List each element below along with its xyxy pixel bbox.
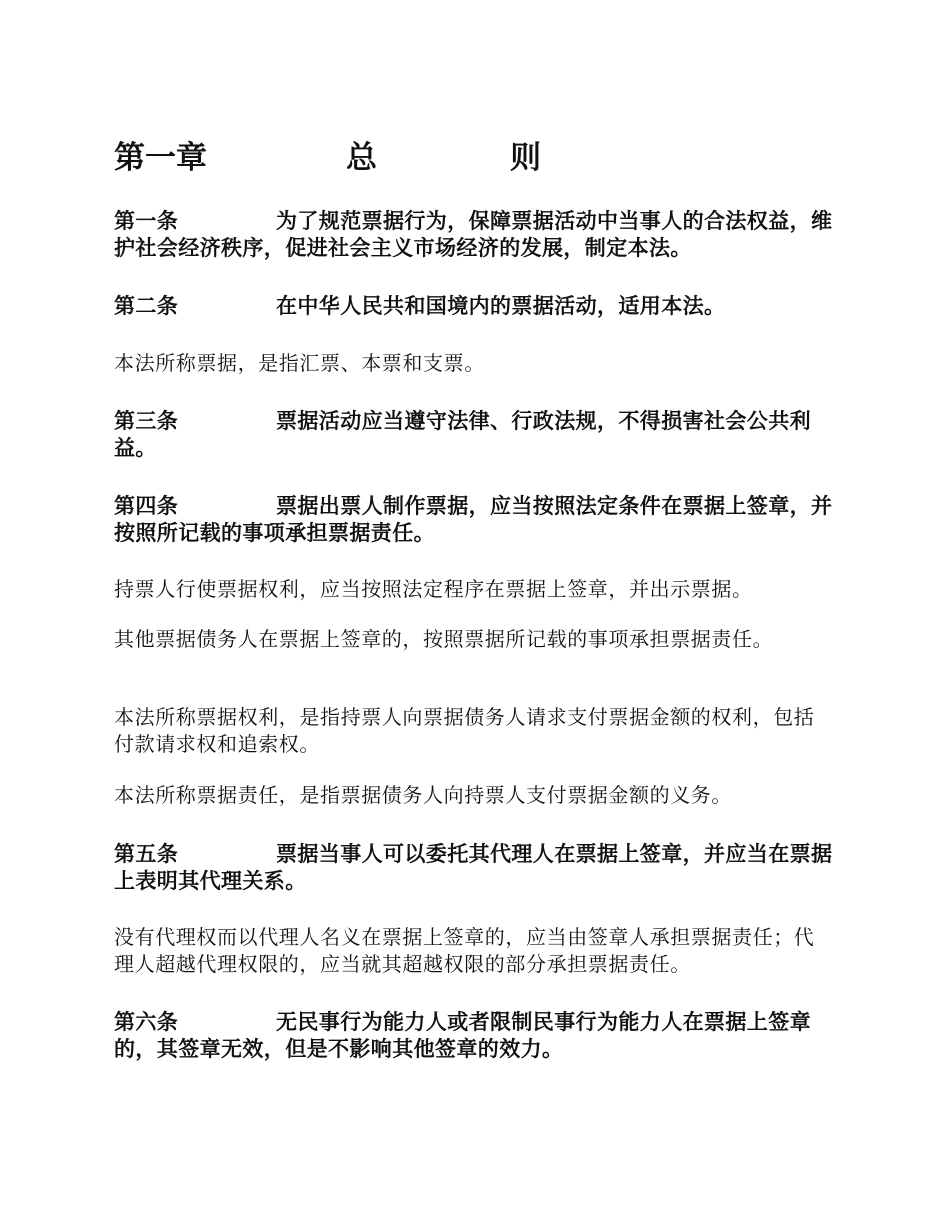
article-text: 票据出票人制作票据，应当按照法定条件在票据上签章，并按照所记载的事项承担票据责任。 <box>114 493 833 545</box>
paragraph-5: 本法所称票据责任，是指票据债务人向持票人支付票据金额的义务。 <box>114 783 732 807</box>
article-5 <box>114 840 834 894</box>
article-text: 为了规范票据行为，保障票据活动中当事人的合法权益，维护社会经济秩序，促进社会主义市场经济的发展，制定本法。 <box>114 208 833 260</box>
paragraph-6: 没有代理权而以代理人名义在票据上签章的，应当由签章人承担票据责任；代理人超越代理权限的，应当就其超越权限的部分承担票据责任。 <box>114 925 815 976</box>
chapter-heading <box>114 140 714 184</box>
article-1 <box>114 207 834 261</box>
article-6 <box>114 1008 834 1062</box>
paragraph-1: 本法所称票据，是指汇票、本票和支票。 <box>114 351 485 375</box>
article-number: 第六条 <box>114 1009 179 1034</box>
article-text: 票据当事人可以委托其代理人在票据上签章，并应当在票据上表明其代理关系。 <box>114 841 833 893</box>
article-number: 第四条 <box>114 493 179 518</box>
article-3 <box>114 407 834 461</box>
article-number: 第三条 <box>114 408 179 433</box>
article-number: 第五条 <box>114 841 179 866</box>
article-text: 票据活动应当遵守法律、行政法规，不得损害社会公共利益。 <box>114 408 811 460</box>
chapter-title-part2: 则 <box>510 140 541 176</box>
article-2 <box>114 292 834 319</box>
article-number: 第一条 <box>114 208 179 233</box>
chapter-title-part1: 总 <box>346 140 377 176</box>
article-4 <box>114 492 834 546</box>
paragraph-4: 本法所称票据权利，是指持票人向票据债务人请求支付票据金额的权利，包括付款请求权和追索权。 <box>114 705 815 756</box>
chapter-number: 第一章 <box>114 140 207 176</box>
paragraph-3: 其他票据债务人在票据上签章的，按照票据所记载的事项承担票据责任。 <box>114 627 774 651</box>
paragraph-2: 持票人行使票据权利，应当按照法定程序在票据上签章，并出示票据。 <box>114 577 753 601</box>
article-number: 第二条 <box>114 293 179 318</box>
article-text: 无民事行为能力人或者限制民事行为能力人在票据上签章的，其签章无效，但是不影响其他签章的效力。 <box>114 1009 811 1061</box>
article-text: 在中华人民共和国境内的票据活动，适用本法。 <box>276 293 726 318</box>
